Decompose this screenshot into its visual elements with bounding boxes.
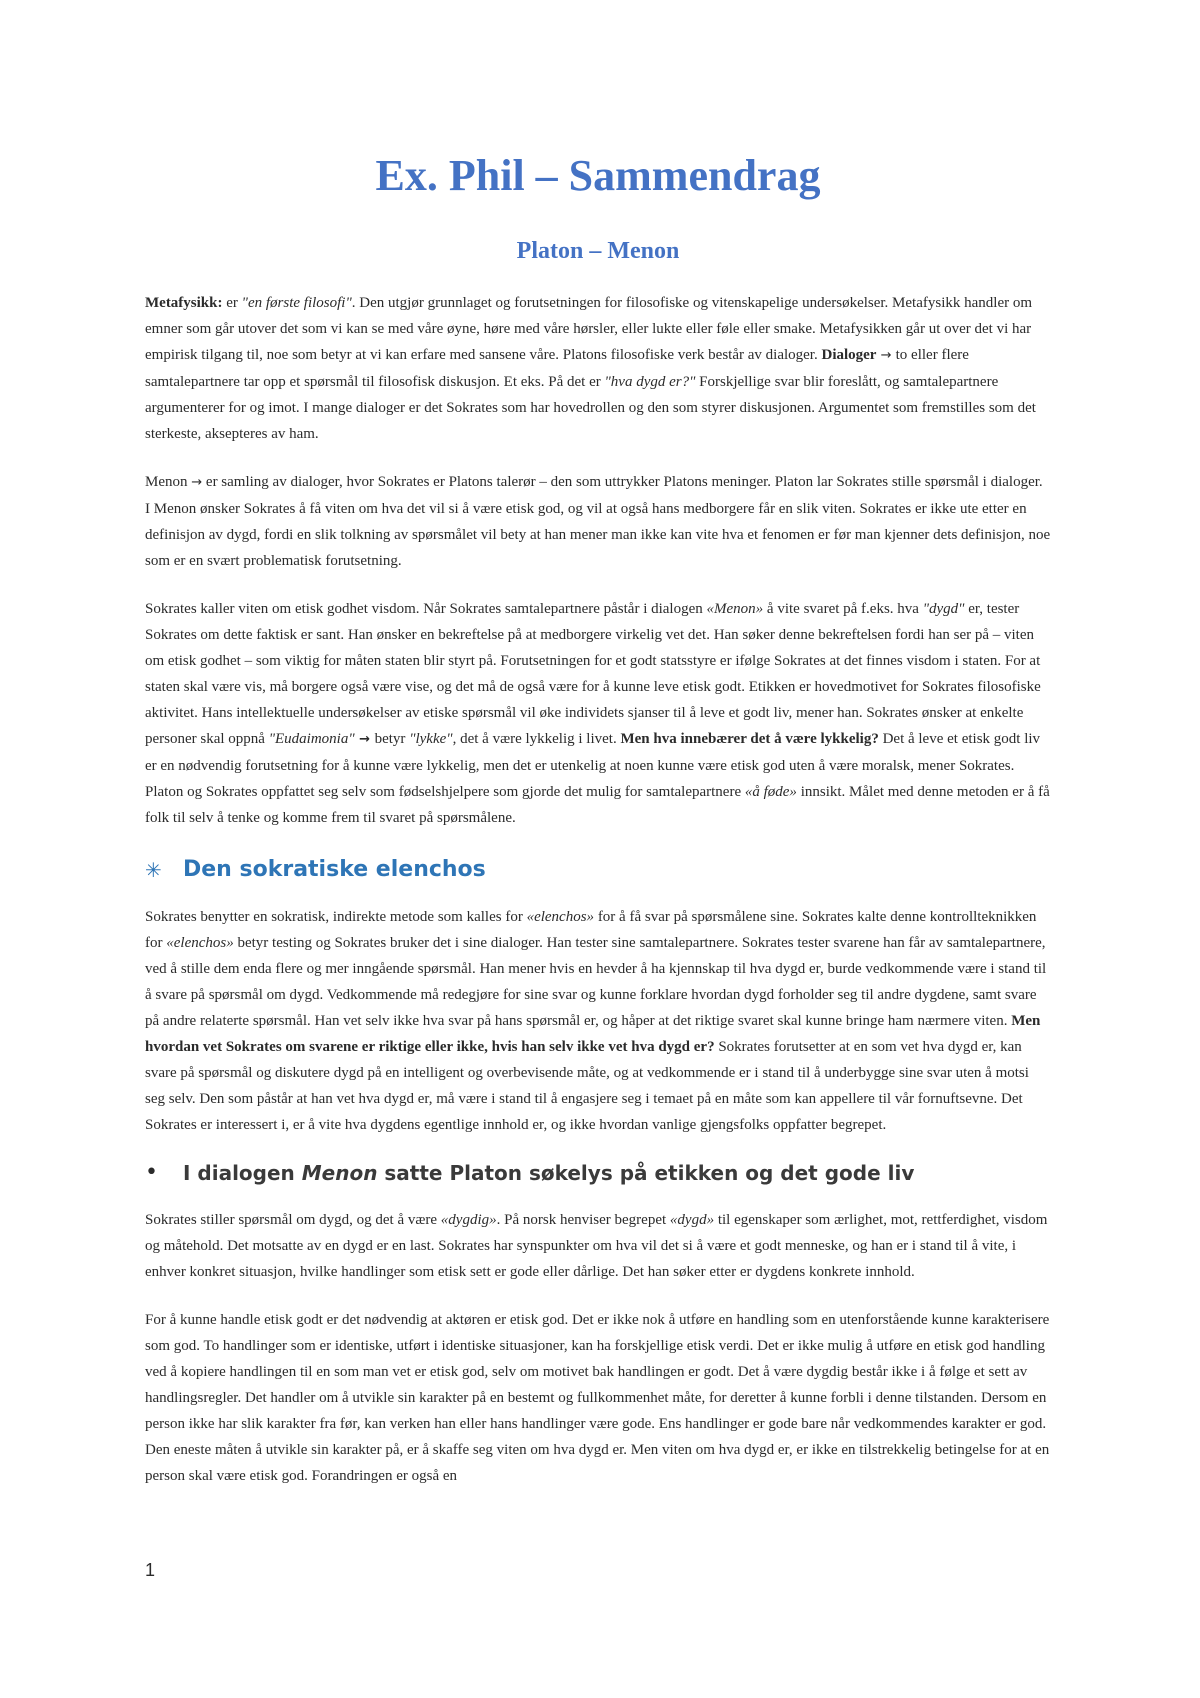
paragraph-menon: Menon → er samling av dialoger, hvor Sokrates er Platons talerør – den som uttrykker Platons meninger. Platon lar Sokrates stille spørsmål i dialoger. I Menon ønsker Sokrates å få viten om hva det vil si å være etisk god, og vil at også hans medborgere får en slik viten. Sokrates er ikke ute etter en definisjon av dygd, fordi en slik tolkning av spørsmålet vil bety at han mener man ikke kan vite hva et fenomen er før man kjenner dets definisjon, noe som er en svært problematisk forutsetning. xyxy=(145,474,1051,569)
emphasis-question: Men hva innebærer det å være lykkelig? xyxy=(620,731,879,747)
term-metafysikk: Metafysikk: xyxy=(145,295,223,311)
paragraph-dygd: Sokrates stiller spørsmål om dygd, og det å være «dygdig». På norsk henviser begrepet «dygd» til egenskaper som ærlighet, mot, rettferdighet, visdom og måtehold. Det motsatte av en dygd er en last. Sokrates har synspunkter om hva vil det si å være et godt menneske, og han er i stand til å vite, i enhver konkret situasjon, hvilke handlinger som etisk sett er gode eller dårlige. Det han søker etter er dygdens konkrete innhold. xyxy=(145,1212,1048,1280)
term-dialoger: Dialoger xyxy=(821,347,877,363)
paragraph-metafysikk: Metafysikk: er "en første filosofi". Den utgjør grunnlaget og forutsetningen for filosofiske og vitenskapelige undersøkelser. Metafysikk handler om emner som går utover det som vi kan se med våre øyne, høre med våre hørsler, eller lukte eller føle eller smake. Metafysikken går ut over det vi har empirisk tilgang til, noe som betyr at vi kan erfare med sansene våre. Platons filosofiske verk består av dialoger. Dialoger → to eller flere samtalepartnere tar opp et spørsmål til filosofisk diskusjon. Et eks. På det er "hva dygd er?" Forskjellige svar blir foreslått, og samtalepartnere argumenterer for og imot. I mange dialoger er det Sokrates som har hovedrollen og den som styrer diskusjonen. Argumentet som fremstilles som det sterkeste, aksepteres av ham. xyxy=(145,295,1036,442)
section-title: I dialogen Menon satte Platon søkelys på etikken og det gode liv xyxy=(183,1160,915,1185)
section-heading-elenchos xyxy=(145,857,1051,882)
paragraph-handle-etisk: For å kunne handle etisk godt er det nødvendig at aktøren er etisk god. Det er ikke nok å utføre en handling som en utenforstående kunne karakterisere som god. To handlinger som er identiske, utført i identiske situasjoner, kan ha forskjellige etisk verdi. Det er ikke mulig å utføre en etisk god handling ved å kopiere handlingen til en som man vet er etisk god, selv om motivet bak handlingen er godt. Det å være dygdig består ikke i å følge et sett av handlingsregler. Det handler om å utvikle sin karakter på en bestemt og fullkommenhet måte, for deretter å kunne forbli i denne tilstanden. Dersom en person ikke har slik karakter fra før, kan verken han eller hans handlinger være gode. Ens handlinger er gode bare når vedkommendes karakter er god. Den eneste måten å utvikle sin karakter på, er å skaffe seg viten om hva dygd er. Men viten om hva dygd er, er ikke en tilstrekkelig betingelse for at en person skal være etisk god. Forandringen er også en xyxy=(145,1312,1050,1484)
page-content xyxy=(145,150,1051,1489)
document-title: Ex. Phil – Sammendrag xyxy=(375,151,821,200)
paragraph-visdom: Sokrates kaller viten om etisk godhet visdom. Når Sokrates samtalepartnere påstår i dialogen «Menon» å vite svaret på f.eks. hva "dygd" er, tester Sokrates om dette faktisk er sant. Han ønsker en bekreftelse på at medborgere virkelig vet det. Han søker denne bekreftelsen fordi han ser på – viten om etisk godhet – som viktig for måten staten blir styrt på. Forutsetningen for et godt statsstyre er ifølge Sokrates at det finnes visdom i staten. For at staten skal være vis, må borgere også være vise, og det må de også være for å kunne leve etisk godt. Etikken er hovedmotivet for Sokrates filosofiske aktivitet. Hans intellektuelle undersøkelser av etiske spørsmål vil øke individets sjanser til å leve et godt liv, mener han. Sokrates ønsker at enkelte personer skal oppnå "Eudaimonia" → betyr "lykke", det å være lykkelig i livet. Men hva innebærer det å være lykkelig? Det å leve et etisk godt liv er en nødvendig forutsetning for å kunne være lykkelig, men det er utenkelig at noen kunne være etisk god uten å være moralsk, mener Sokrates. Platon og Sokrates oppfattet seg selv som fødselshjelpere som gjorde det mulig for samtalepartnere «å føde» innsikt. Målet med denne metoden er å få folk til selv å tenke og komme frem til svaret på spørsmålene. xyxy=(145,601,1050,826)
bullet-icon: • xyxy=(145,1160,158,1185)
page-number: 1 xyxy=(145,1560,156,1580)
right-arrow-icon: → xyxy=(191,475,203,490)
emphasis-question: Men hvordan vet Sokrates om svarene er riktige eller ikke, hvis han selv ikke vet hva dygd er? xyxy=(145,1013,1041,1055)
right-arrow-icon: → xyxy=(354,732,375,747)
document-subtitle: Platon – Menon xyxy=(516,238,680,264)
section-title: Den sokratiske elenchos xyxy=(183,857,486,882)
section-heading-menon xyxy=(145,1160,1051,1185)
paragraph-elenchos: Sokrates benytter en sokratisk, indirekte metode som kalles for «elenchos» for å få svar på spørsmålene sine. Sokrates kalte denne kontrollteknikken for «elenchos» betyr testing og Sokrates bruker det i sine dialoger. Han tester sine samtalepartnere. Sokrates tester svarene han får av samtalepartnere, ved å stille dem enda flere og mer inngående spørsmål. Han mener hvis en hevder å ha kjennskap til hva dygd er, burde vedkommende være i stand til å svare på spørsmål om dygd. Vedkommende må redegjøre for sine svar og kunne forklare hvordan dygd forholder seg til andre dygdene, samt svare på andre relaterte spørsmål. Han vet selv ikke hva svar på hans spørsmål er, og håper at det riktige svaret skal kunne bringe ham nærmere viten. Men hvordan vet Sokrates om svarene er riktige eller ikke, hvis han selv ikke vet hva dygd er? Sokrates forutsetter at en som vet hva dygd er, kan svare på spørsmål og diskutere dygd på en intelligent og overbevisende måte, og at vedkommende er i stand til å underbygge sine svar uten å motsi seg selv. Den som påstår at han vet hva dygd er, må være i stand til å engasjere seg i temaet på en måte som kan appellere til vår fornuftsevne. Det Sokrates er interessert i, er å vite hva dygdens egentlige innhold er, og ikke hvordan vanlige gjengsfolks oppfatter begrepet. xyxy=(145,909,1047,1133)
quote-hva-dygd-er: "hva dygd er?" xyxy=(604,374,696,390)
quote-en-forste-filosofi: "en første filosofi" xyxy=(241,295,352,311)
right-arrow-icon: → xyxy=(876,348,896,363)
asterisk-icon: ✳ xyxy=(145,857,162,882)
